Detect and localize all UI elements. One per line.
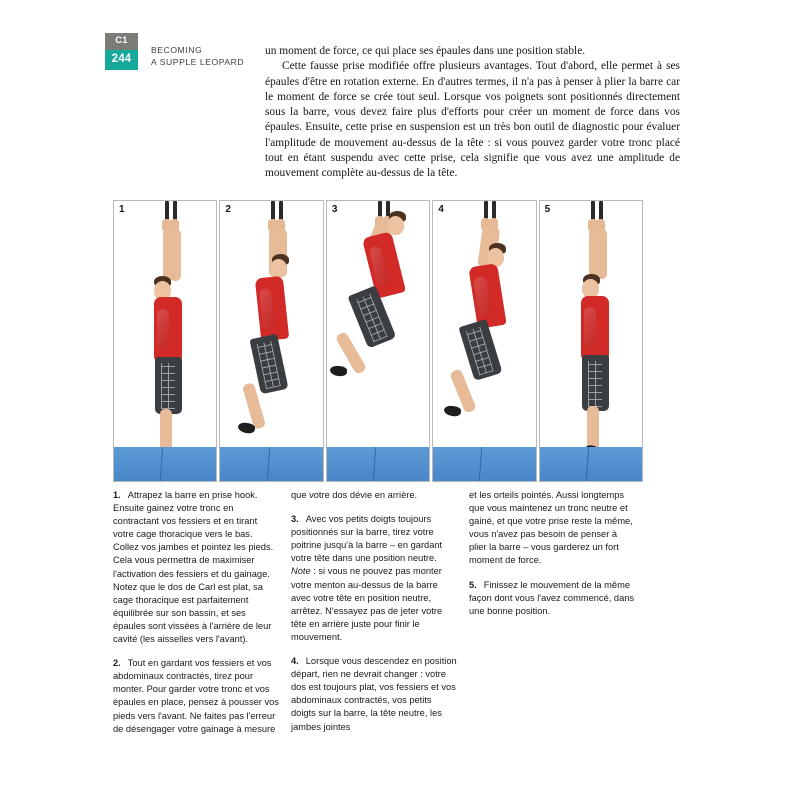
caption-step-3 — [291, 513, 457, 644]
book-title — [151, 33, 244, 68]
page-number-badge: 244 — [105, 50, 138, 71]
gym-mat-1 — [114, 447, 216, 481]
step-text-3-after-note: : si vous ne pouvez pas monter votre menton au-dessus de la barre avec votre tête en position neutre, arrêtez. N'essayez pas de jeter votre tête en arrière juste pour finir le mouvement. — [291, 566, 443, 642]
book-title-line-2: A SUPPLE LEOPARD — [151, 57, 245, 68]
step-text-4-continued: et les orteils pointés. Aussi longtemps que vous maintenez un tronc neutre et gainé, et que votre prise reste la même, vous n'avez pas besoin de penser à plier la barre – vous garderez un fort moment de force. — [469, 490, 633, 566]
step-number-3: 3. — [291, 514, 299, 525]
panel-number-2: 2 — [225, 204, 231, 215]
note-label: Note — [291, 566, 311, 577]
gym-mat-3 — [327, 447, 429, 481]
photo-panel-1 — [113, 200, 217, 482]
running-head — [105, 33, 244, 70]
caption-step-5 — [469, 579, 635, 618]
photo-panel-5 — [539, 200, 643, 482]
caption-step-1 — [113, 489, 279, 646]
caption-step-4-continued — [469, 489, 635, 568]
panel-number-5: 5 — [544, 204, 551, 215]
gym-mat-2 — [220, 447, 322, 481]
chapter-label: C1 — [105, 33, 138, 50]
panel-number-1: 1 — [119, 204, 125, 215]
photo-panel-4 — [432, 200, 536, 482]
chapter-page-badge — [105, 33, 138, 70]
athlete-figure-2 — [220, 201, 322, 481]
step-text-3: Avec vos petits doigts toujours positionnés sur la barre, tirez votre poitrine jusqu'à la barre – en gardant votre tête dans une position neutre. — [291, 514, 443, 564]
caption-columns — [113, 489, 653, 736]
panel-number-3: 3 — [331, 204, 338, 215]
step-text-2: Tout en gardant vos fessiers et vos abdominaux contractés, tirez pour monter. Pour garder votre tronc et vos épaules en place, pensez à pousser vos pieds vers l'avant. Ne faites pas l'erreur de désengager votre gainage à mesure — [113, 658, 279, 734]
caption-step-2 — [113, 657, 279, 736]
step-number-1: 1. — [113, 490, 121, 500]
step-text-1: Attrapez la barre en prise hook. Ensuite gainez votre tronc en contractant vos fessiers et en tirant votre cage thoracique vers le bas. Collez vos jambes et pointez les pieds. Cela vous permettra de maximiser l'activation des fessiers et du gainage. Notez que le dos de Carl est plat, sa cage thoracique est parfaitement équilibrée sur son bassin, et ses épaules sont vissées à l'arrière de leur cavité (les aisselles vers l'avant). — [113, 490, 274, 645]
photo-sequence — [113, 200, 643, 482]
athlete-figure-3 — [327, 201, 429, 481]
gym-mat-5 — [540, 447, 642, 481]
caption-column-2 — [291, 489, 457, 736]
athlete-figure-5 — [540, 201, 642, 481]
caption-step-4 — [291, 655, 457, 734]
step-text-2-continued: que votre dos dévie en arrière. — [291, 490, 418, 500]
step-text-5: Finissez le mouvement de la même façon dont vous l'avez commencé, dans une bonne position. — [469, 579, 635, 616]
caption-column-3 — [469, 489, 635, 736]
step-text-4: Lorsque vous descendez en position départ, rien ne devrait changer : votre dos est toujours plat, vos fessiers et vos abdominaux contractés, vos petits doigts sur la barre, la tête neutre, les jambes jointes — [291, 656, 457, 732]
athlete-figure-1 — [114, 201, 216, 481]
intro-paragraph-1: un moment de force, ce qui place ses épaules dans une position stable. — [265, 45, 586, 57]
gym-mat-4 — [433, 447, 535, 481]
intro-body-text — [265, 44, 680, 182]
book-title-line-1: BECOMING — [151, 45, 203, 55]
step-number-2: 2. — [113, 658, 121, 669]
photo-panel-3 — [326, 200, 430, 482]
panel-number-4: 4 — [438, 204, 444, 215]
caption-step-2-continued — [291, 489, 457, 502]
photo-panel-2 — [219, 200, 323, 482]
caption-column-1 — [113, 489, 279, 736]
step-number-4: 4. — [291, 656, 299, 667]
step-number-5: 5. — [469, 579, 477, 590]
athlete-figure-4 — [433, 201, 535, 481]
intro-paragraph-2: Cette fausse prise modifiée offre plusieurs avantages. Tout d'abord, elle permet à ses épaules d'être en rotation externe. En d'autres termes, il n'a pas à penser à plier la barre car le moment de force se crée tout seul. Lorsque vos poignets sont positionnés directement sous la barre, vous devez faire plus d'efforts pour créer un moment de force dans vos épaules. Ensuite, cette prise en suspension est un très bon outil de diagnostic pour évaluer l'amplitude de mouvement au-dessus de la tête : si vous pouvez garder votre tronc placé tout en étant suspendu avec cette prise, cela signifie que vous avez une amplitude de mouvement complète au-dessus de la tête. — [265, 60, 680, 180]
